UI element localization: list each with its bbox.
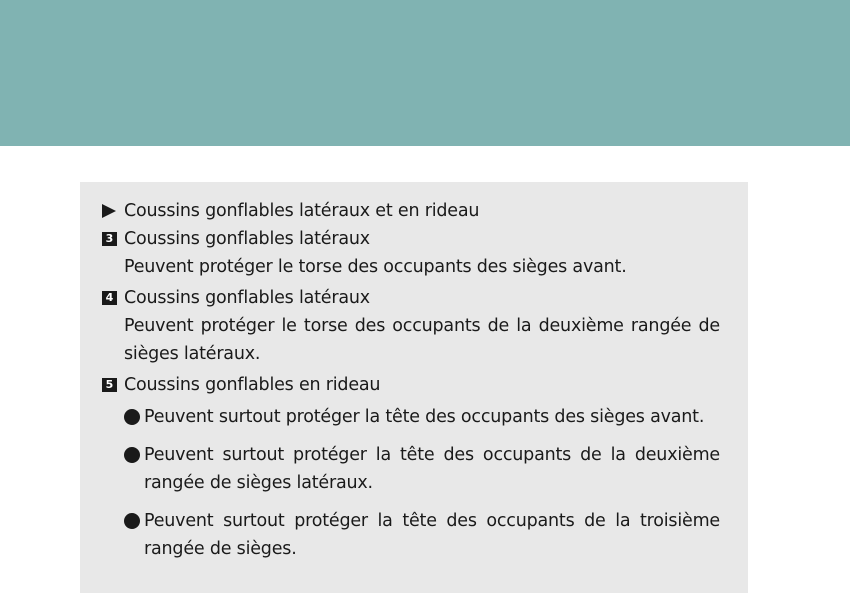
bullet-dot-icon	[124, 513, 140, 529]
bullet-dot-icon	[124, 409, 140, 425]
number-5-icon: 5	[102, 378, 117, 392]
section-heading	[102, 197, 720, 225]
bullet-item	[102, 507, 720, 563]
item-4-title: Coussins gonflables latéraux	[124, 288, 370, 308]
number-4-icon: 4	[102, 291, 117, 305]
number-3-icon: 3	[102, 232, 117, 246]
item-4	[102, 284, 720, 368]
header-band	[0, 0, 850, 146]
bullet-text: Peuvent surtout protéger la tête des occupants des sièges avant.	[144, 407, 705, 427]
item-5-title: Coussins gonflables en rideau	[124, 375, 381, 395]
item-4-description: Peuvent protéger le torse des occupants de la deuxième rangée de sièges latéraux.	[124, 316, 720, 364]
item-3-title: Coussins gonflables latéraux	[124, 229, 370, 249]
triangle-pointer-icon	[102, 204, 116, 218]
section-heading-text: Coussins gonflables latéraux et en rideau	[124, 201, 480, 221]
bullet-text: Peuvent surtout protéger la tête des occupants de la deuxième rangée de sièges latéraux.	[144, 445, 720, 493]
bullet-dot-icon	[124, 447, 140, 463]
bullet-item	[102, 441, 720, 497]
airbag-info-content	[102, 197, 720, 563]
bullet-text: Peuvent surtout protéger la tête des occupants de la troisième rangée de sièges.	[144, 511, 720, 559]
item-3-title-row	[102, 225, 720, 253]
item-5-title-row	[102, 371, 720, 399]
item-5	[102, 371, 720, 563]
item-4-title-row	[102, 284, 720, 312]
bullet-item	[102, 403, 720, 431]
item-3	[102, 225, 720, 281]
item-3-description: Peuvent protéger le torse des occupants des sièges avant.	[124, 257, 627, 277]
